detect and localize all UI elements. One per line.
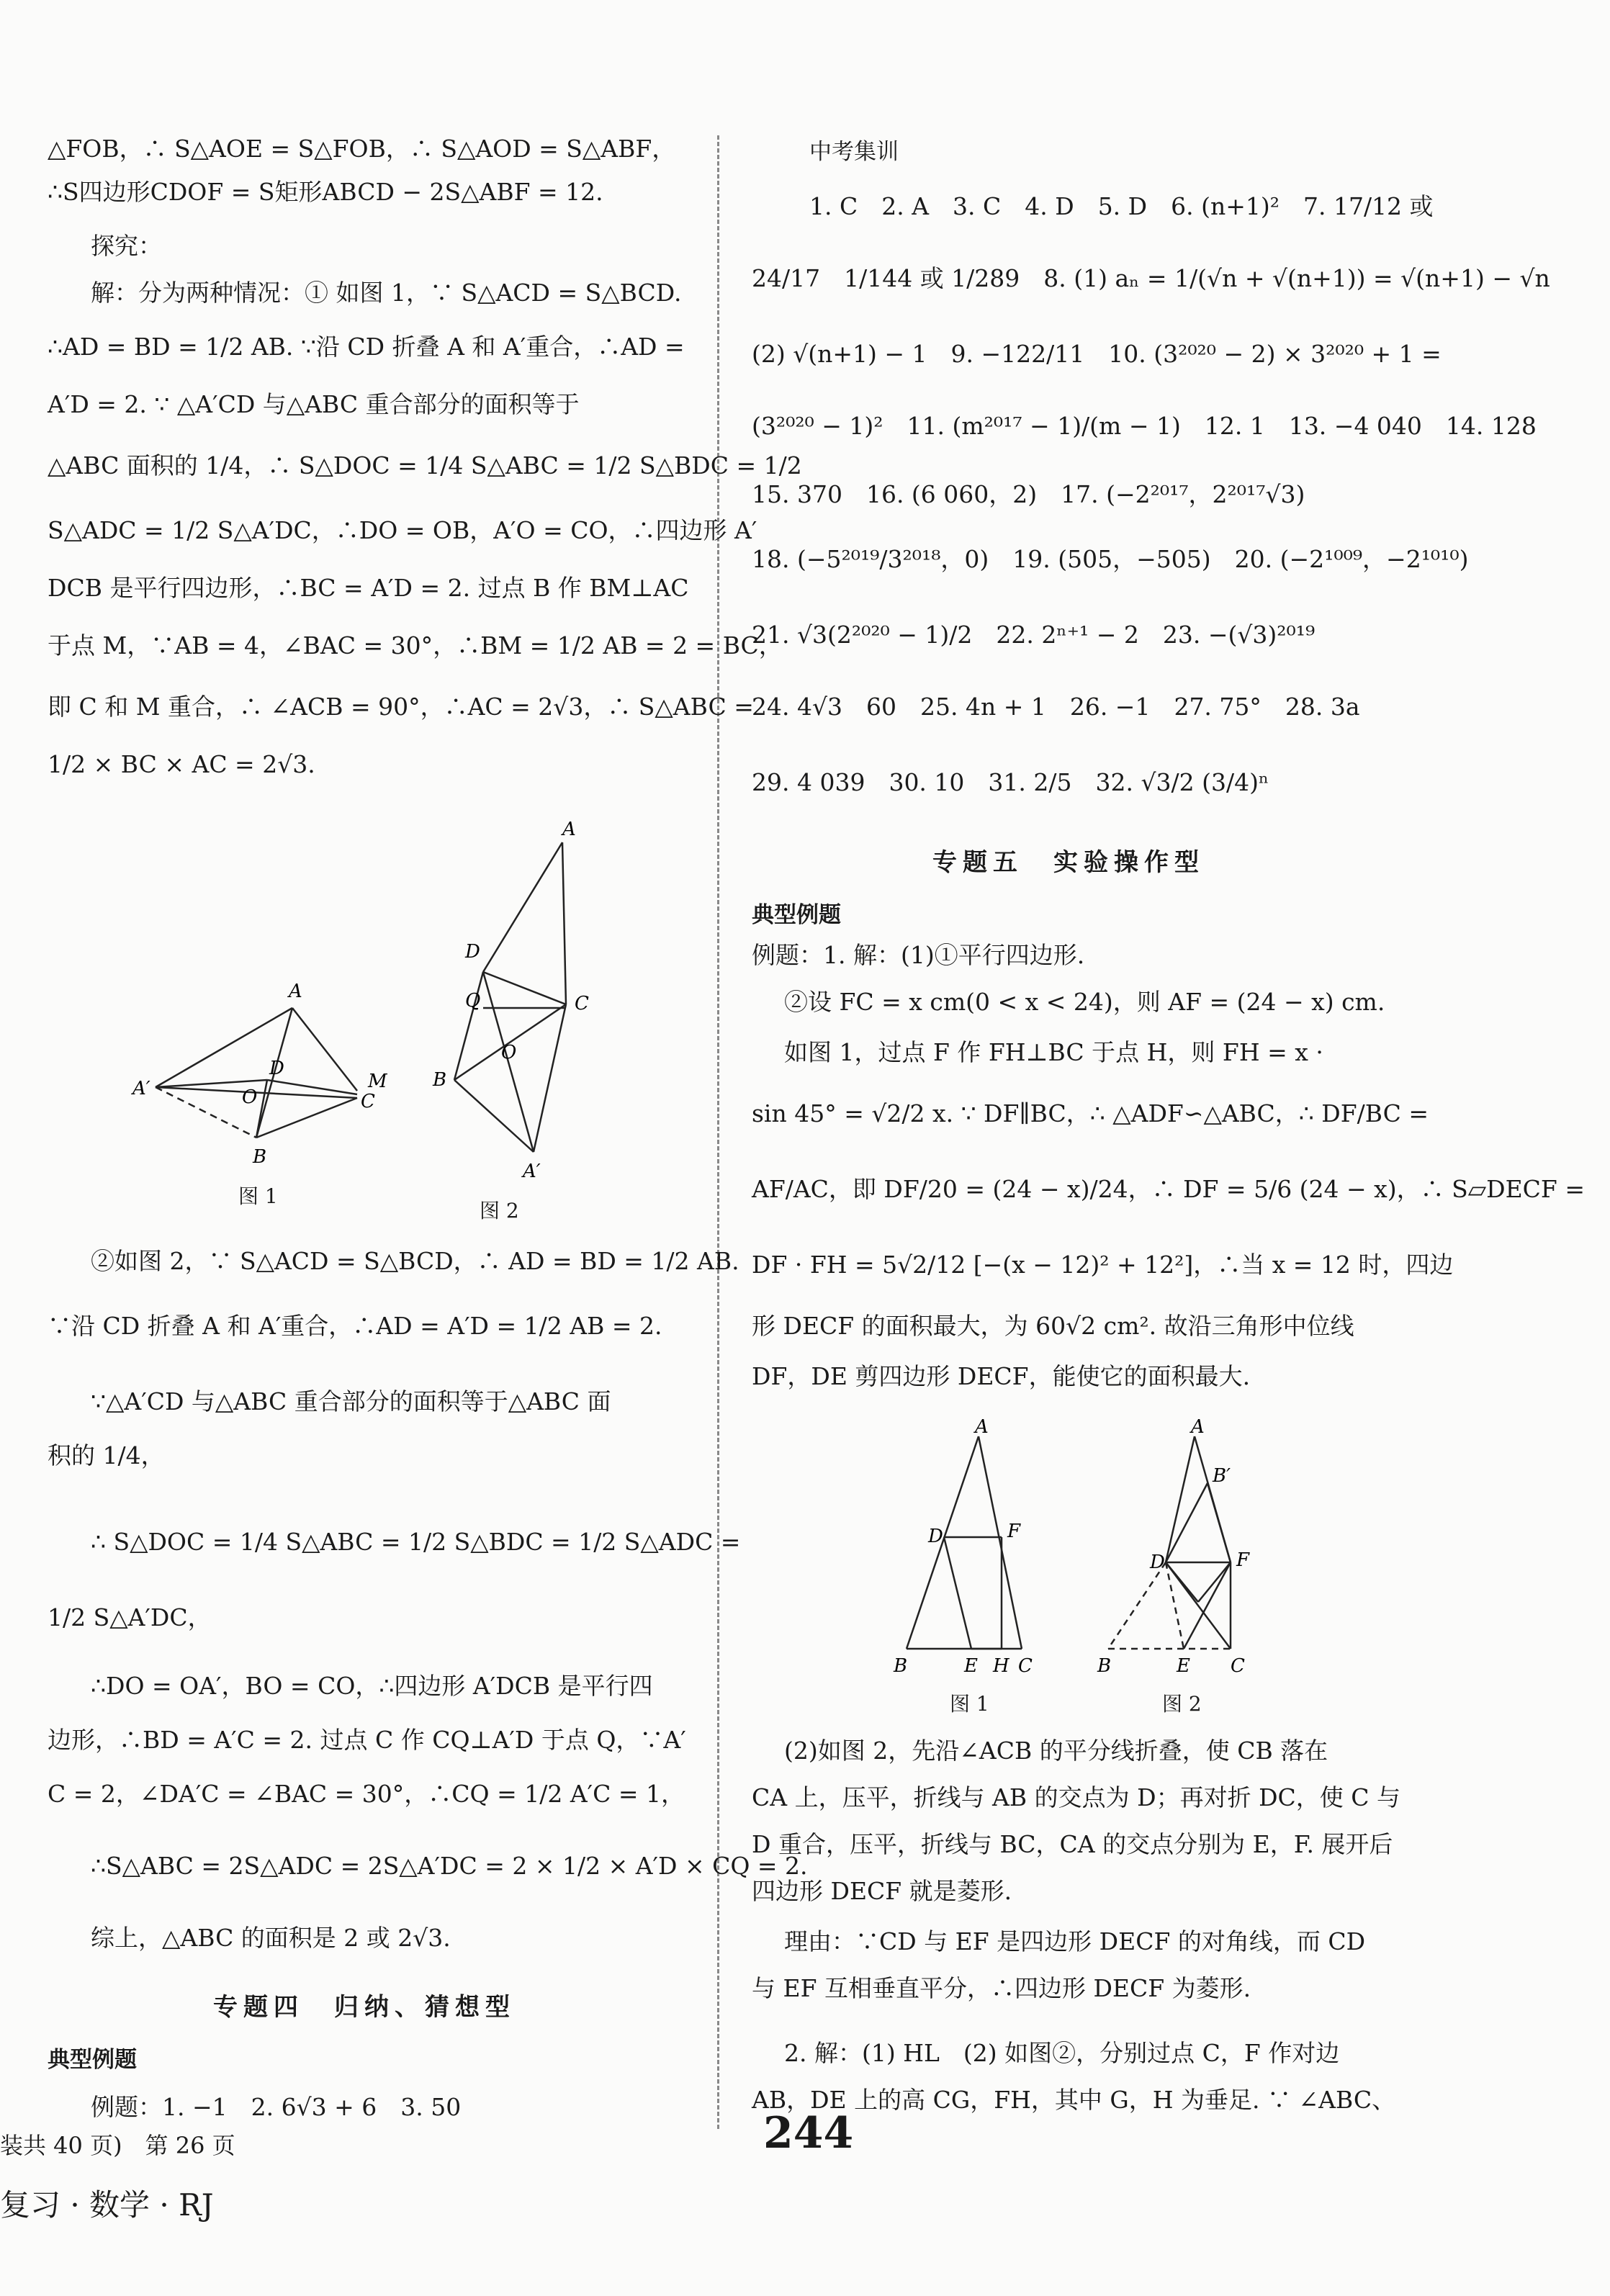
subheading: 典型例题 — [752, 902, 841, 928]
text-line: 综上，△ABC 的面积是 2 或 2√3. — [91, 1924, 451, 1952]
text-line: C = 2，∠DA′C = ∠BAC = 30°，∴CQ = 1/2 A′C = 1， — [48, 1780, 685, 1808]
label-m: M — [368, 1071, 387, 1092]
text-line: ②设 FC = x cm(0 < x < 24)，则 AF = (24 − x) cm. — [784, 988, 1385, 1016]
text-line: (3²⁰²⁰ − 1)² 11. (m²⁰¹⁷ − 1)/(m − 1) 12. 1 13. −4 040 14. 128 — [752, 412, 1537, 440]
label-f: F — [1007, 1521, 1021, 1542]
label-c: C — [361, 1091, 375, 1112]
label-b: B — [253, 1146, 267, 1168]
text-line: (2) √(n+1) − 1 9. −122/11 10. (3²⁰²⁰ − 2) × 3²⁰²⁰ + 1 = — [752, 340, 1442, 368]
text-line: (2)如图 2，先沿∠ACB 的平分线折叠，使 CB 落在 — [784, 1737, 1328, 1765]
text-line: 理由：∵CD 与 EF 是四边形 DECF 的对角线，而 CD — [784, 1927, 1366, 1955]
label-e: E — [964, 1655, 978, 1677]
label-c: C — [575, 993, 589, 1014]
text-line: AB，DE 上的高 CG，FH，其中 G，H 为垂足. ∵ ∠ABC、 — [752, 2086, 1396, 2114]
text-line: △FOB，∴ S△AOE = S△FOB，∴ S△AOD = S△ABF， — [48, 135, 676, 163]
text-line: 1/2 S△A′DC， — [48, 1603, 212, 1631]
text-line: 探究： — [91, 232, 162, 260]
text-line: 21. √3(2²⁰²⁰ − 1)/2 22. 2ⁿ⁺¹ − 2 23. −(√3)²⁰¹⁹ — [752, 621, 1316, 649]
text-line: 例题：1. 解：(1)①平行四边形. — [752, 941, 1085, 969]
label-b-prime: B′ — [1213, 1465, 1231, 1487]
label-a: A — [562, 819, 576, 840]
text-line: 即 C 和 M 重合，∴ ∠ACB = 90°，∴AC = 2√3，∴ S△ABC = — [48, 693, 754, 721]
label-d: D — [465, 941, 480, 963]
text-line: DF · FH = 5√2/12 [−(x − 12)² + 12²]，∴当 x = 12 时，四边 — [752, 1251, 1454, 1279]
subheading: 典型例题 — [48, 2047, 137, 2073]
text-line: ∴ S△DOC = 1/4 S△ABC = 1/2 S△BDC = 1/2 S△ADC = — [91, 1528, 741, 1556]
text-line: sin 45° = √2/2 x. ∵ DF∥BC，∴ △ADF∽△ABC，∴ DF/BC = — [752, 1099, 1429, 1127]
page-number: 244 — [763, 2108, 854, 2158]
footer-page-info: 装共 40 页) 第 26 页 — [0, 2132, 235, 2159]
text-line: ∴DO = OA′，BO = CO，∴四边形 A′DCB 是平行四 — [91, 1672, 653, 1700]
label-h: H — [993, 1655, 1009, 1677]
text-line: ∵△A′CD 与△ABC 重合部分的面积等于△ABC 面 — [91, 1387, 611, 1415]
label-d: D — [269, 1058, 284, 1079]
trapezoid-figure-1 — [878, 1418, 1065, 1685]
text-line: A′D = 2. ∵ △A′CD 与△ABC 重合部分的面积等于 — [48, 390, 580, 418]
text-line: 2. 解：(1) HL (2) 如图②，分别过点 C，F 作对边 — [784, 2039, 1340, 2067]
label-e: E — [1177, 1655, 1190, 1677]
figure-2-caption: 图 2 — [480, 1199, 519, 1223]
label-d: D — [1150, 1552, 1165, 1573]
text-line: 例题：1. −1 2. 6√3 + 6 3. 50 — [91, 2093, 462, 2121]
text-line: CA 上，压平，折线与 AB 的交点为 D；再对折 DC，使 C 与 — [752, 1783, 1401, 1811]
footer-book-title: 复习 · 数学 · RJ — [0, 2187, 214, 2223]
figure-1-caption: 图 1 — [950, 1692, 989, 1716]
text-line: AF/AC，即 DF/20 = (24 − x)/24，∴ DF = 5/6 (24 − x)，∴ S▱DECF = — [752, 1175, 1585, 1203]
figure-2-caption: 图 2 — [1162, 1692, 1202, 1716]
label-q: Q — [465, 990, 481, 1012]
text-line: 1/2 × BC × AC = 2√3. — [48, 750, 315, 778]
text-line: 于点 M，∵AB = 4，∠BAC = 30°，∴BM = 1/2 AB = 2 = BC， — [48, 631, 783, 659]
section-heading: 专题四 归纳、猜想型 — [213, 1993, 516, 2022]
text-line: △ABC 面积的 1/4，∴ S△DOC = 1/4 S△ABC = 1/2 S△BDC = 1/2 — [48, 451, 802, 480]
section-title: 中考集训 — [809, 139, 899, 165]
text-line: 形 DECF 的面积最大，为 60√2 cm². 故沿三角形中位线 — [752, 1312, 1354, 1340]
text-line: 积的 1/4， — [48, 1441, 165, 1469]
text-line: 解：分为两种情况：① 如图 1，∵ S△ACD = S△BCD. — [91, 279, 682, 307]
text-line: ∴S四边形CDOF = S矩形ABCD − 2S△ABF = 12. — [48, 178, 603, 206]
text-line: 18. (−5²⁰¹⁹/3²⁰¹⁸，0) 19. (505，−505) 20. (−2¹⁰⁰⁹，−2¹⁰¹⁰) — [752, 545, 1469, 573]
text-line: 24. 4√3 60 25. 4n + 1 26. −1 27. 75° 28. 3a — [752, 693, 1360, 721]
label-a-prime: A′ — [132, 1078, 150, 1099]
text-line: 15. 370 16. (6 060，2) 17. (−2²⁰¹⁷，2²⁰¹⁷√3) — [752, 480, 1305, 508]
text-line: 1. C 2. A 3. C 4. D 5. D 6. (n+1)² 7. 17/12 或 — [809, 192, 1434, 220]
label-d: D — [928, 1526, 943, 1547]
text-line: ∵沿 CD 折叠 A 和 A′重合，∴AD = A′D = 1/2 AB = 2. — [48, 1312, 662, 1340]
triangle-figure-2 — [400, 814, 645, 1188]
text-line: 如图 1，过点 F 作 FH⊥BC 于点 H，则 FH = x · — [784, 1038, 1323, 1066]
text-line: 与 EF 互相垂直平分，∴四边形 DECF 为菱形. — [752, 1974, 1251, 2002]
rhombus-figure-2 — [1094, 1418, 1281, 1685]
label-c: C — [1231, 1655, 1245, 1677]
text-line: DF，DE 剪四边形 DECF，能使它的面积最大. — [752, 1362, 1251, 1390]
label-o: O — [242, 1086, 258, 1108]
figure-1-caption: 图 1 — [238, 1184, 278, 1208]
label-f: F — [1236, 1549, 1250, 1571]
text-line: D 重合，压平，折线与 BC，CA 的交点分别为 E，F. 展开后 — [752, 1830, 1393, 1858]
label-b: B — [433, 1069, 447, 1091]
label-a: A — [975, 1418, 989, 1438]
label-b: B — [1097, 1655, 1112, 1677]
text-line: 24/17 1/144 或 1/289 8. (1) aₙ = 1/(√n + √(n+1)) = √(n+1) − √n — [752, 264, 1550, 292]
label-b: B — [894, 1655, 908, 1677]
section-heading: 专题五 实验操作型 — [932, 848, 1205, 877]
text-line: 29. 4 039 30. 10 31. 2/5 32. √3/2 (3/4)ⁿ — [752, 768, 1269, 796]
text-line: ∴S△ABC = 2S△ADC = 2S△A′DC = 2 × 1/2 × A′D × CQ = 2. — [91, 1852, 808, 1880]
text-line: 四边形 DECF 就是菱形. — [752, 1877, 1012, 1905]
column-divider — [717, 135, 719, 2129]
text-line: DCB 是平行四边形，∴BC = A′D = 2. 过点 B 作 BM⊥AC — [48, 574, 689, 602]
label-a-prime: A′ — [523, 1161, 541, 1182]
text-line: 边形，∴BD = A′C = 2. 过点 C 作 CQ⊥A′D 于点 Q，∵A′ — [48, 1726, 686, 1754]
text-line: ∴AD = BD = 1/2 AB. ∵沿 CD 折叠 A 和 A′重合，∴AD = — [48, 333, 685, 361]
label-c: C — [1018, 1655, 1033, 1677]
triangle-figure-1 — [127, 914, 400, 1188]
label-a: A — [289, 981, 302, 1002]
label-o: O — [501, 1042, 517, 1063]
label-a: A — [1191, 1418, 1205, 1438]
text-line: ②如图 2，∵ S△ACD = S△BCD，∴ AD = BD = 1/2 AB. — [91, 1247, 739, 1275]
text-line: S△ADC = 1/2 S△A′DC，∴DO = OB，A′O = CO，∴四边形 A′ — [48, 516, 757, 544]
